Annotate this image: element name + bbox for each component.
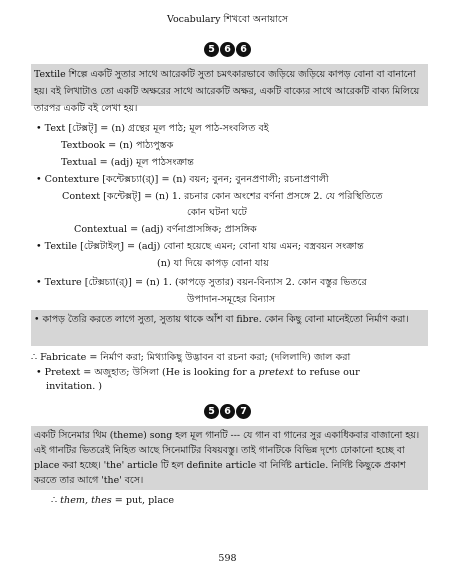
entry-textile: • Textile [টেক্সটাইল্] = (adj) বোনা হয়েছে এমন; বোনা যায় এমন; বস্ত্রবয়ন সংক্রান্ত [36,240,364,254]
entry-texture: • Texture [টেক্সচ্যা(র্)] = (n) 1. (কাপড়ে সুতার) বয়ন-বিন্যাস 2. কোন বস্তুর ভিতরে [36,276,367,290]
entry-digit-badge: 5 [204,404,219,419]
entry-texture-continued: উপাদান-সমূহের বিন্যাস [187,294,276,305]
entry-text: • Text [টেক্সট্] = (n) গ্রন্থের মূল পাঠ; মূল পাঠ-সংবলিত বই [36,122,269,136]
pretext-definition-tail: to refuse our [293,367,360,378]
entry-digit-badge: 7 [236,404,251,419]
entry-textual: Textual = (adj) মূল পাঠসংক্রান্ত [61,157,194,168]
entry-context: Context [কন্টেক্সট্] = (n) 1. রচনার কোন অংশের বর্ণনা প্রসঙ্গে 2. যে পরিস্থিতিতে [62,191,383,202]
root-words: them, thes [60,495,112,506]
entry-digit-badge: 6 [236,42,251,57]
entry-pretext-continued: invitation. ) [46,381,103,392]
running-header: Vocabulary শিখবো অনায়াসে [166,14,289,25]
page-number: 598 [218,553,237,564]
pretext-definition: Pretext = অজুহাত; উসিলা (He is looking for a [44,367,259,378]
pretext-emphasis: pretext [258,367,294,378]
therefore-symbol: ∴ [51,495,61,506]
intro-shaded-paragraph: Textile শিল্পে একটি সুতার সাথে আরেকটি সুতা চমৎকারভাবে জড়িয়ে জড়িয়ে কাপড় বোনা বা বানানো হয়। বই লিখাটাও তো একটি অক্ষরের সাথে আরেকটি অক্ষর, একটি বাক্যের সাথে আরেকটি বাক্য মিলিয়ে তারপর একটি বই লেখা হয়। [31,64,428,106]
entry-textbook: Textbook = (n) পাঠ্যপুস্তক [61,140,174,151]
entry-contexture: • Contexture [কন্টেক্সচ্যা(র্)] = (n) বয়ন; বুনন; বুননপ্রণালী; রচনাপ্রণালী [36,173,329,187]
entry-digit-badge: 6 [220,42,235,57]
entry-fabricate: ∴ Fabricate = নির্মাণ করা; মিথ্যাকিছু উদ্ভাবন বা রচনা করা; (দলিলাদি) জাল করা [31,352,351,363]
entry-textile-noun: (n) যা দিয়ে কাপড় বোনা যায় [157,258,269,269]
entry-digit-badge: 5 [204,42,219,57]
root-meaning: = put, place [111,495,175,506]
entry-contextual: Contextual = (adj) বর্ণনাপ্রাসঙ্গিক; প্রাসঙ্গিক [74,224,257,235]
entry-number-badges-2 [0,404,455,419]
entry-digit-badge: 6 [220,404,235,419]
theme-shaded-paragraph: একটি সিনেমার থিম (theme) song হল মূল গানটি --- যে গান বা গানের সুর একাধিকবার বাজানো হয়। এই গানটির ভিতরেই নিহিত আছে সিনেমাটির বিষয়বস্তু। তাই গানটিকে বিভিন্ন দৃশ্যে ঢোকানো হচ্ছে বা place করা হচ্ছে। 'the' article টি হল definite article বা নির্দিষ্ট article. নির্দিষ্ট কিছুকে প্রকাশ করতে তার আগে 'the' বসে। [31,426,428,490]
entry-context-continued: কোন ঘটনা ঘটে [187,207,247,218]
entry-them [51,494,174,508]
fabric-note-shaded: • কাপড় তৈরি করতে লাগে সুতা, সুতায় থাকে আঁশ বা fibre. কোন কিছু বোনা মানেইতো নির্মাণ করা। [31,310,428,346]
entry-pretext [36,366,360,380]
entry-number-badges [0,42,455,57]
